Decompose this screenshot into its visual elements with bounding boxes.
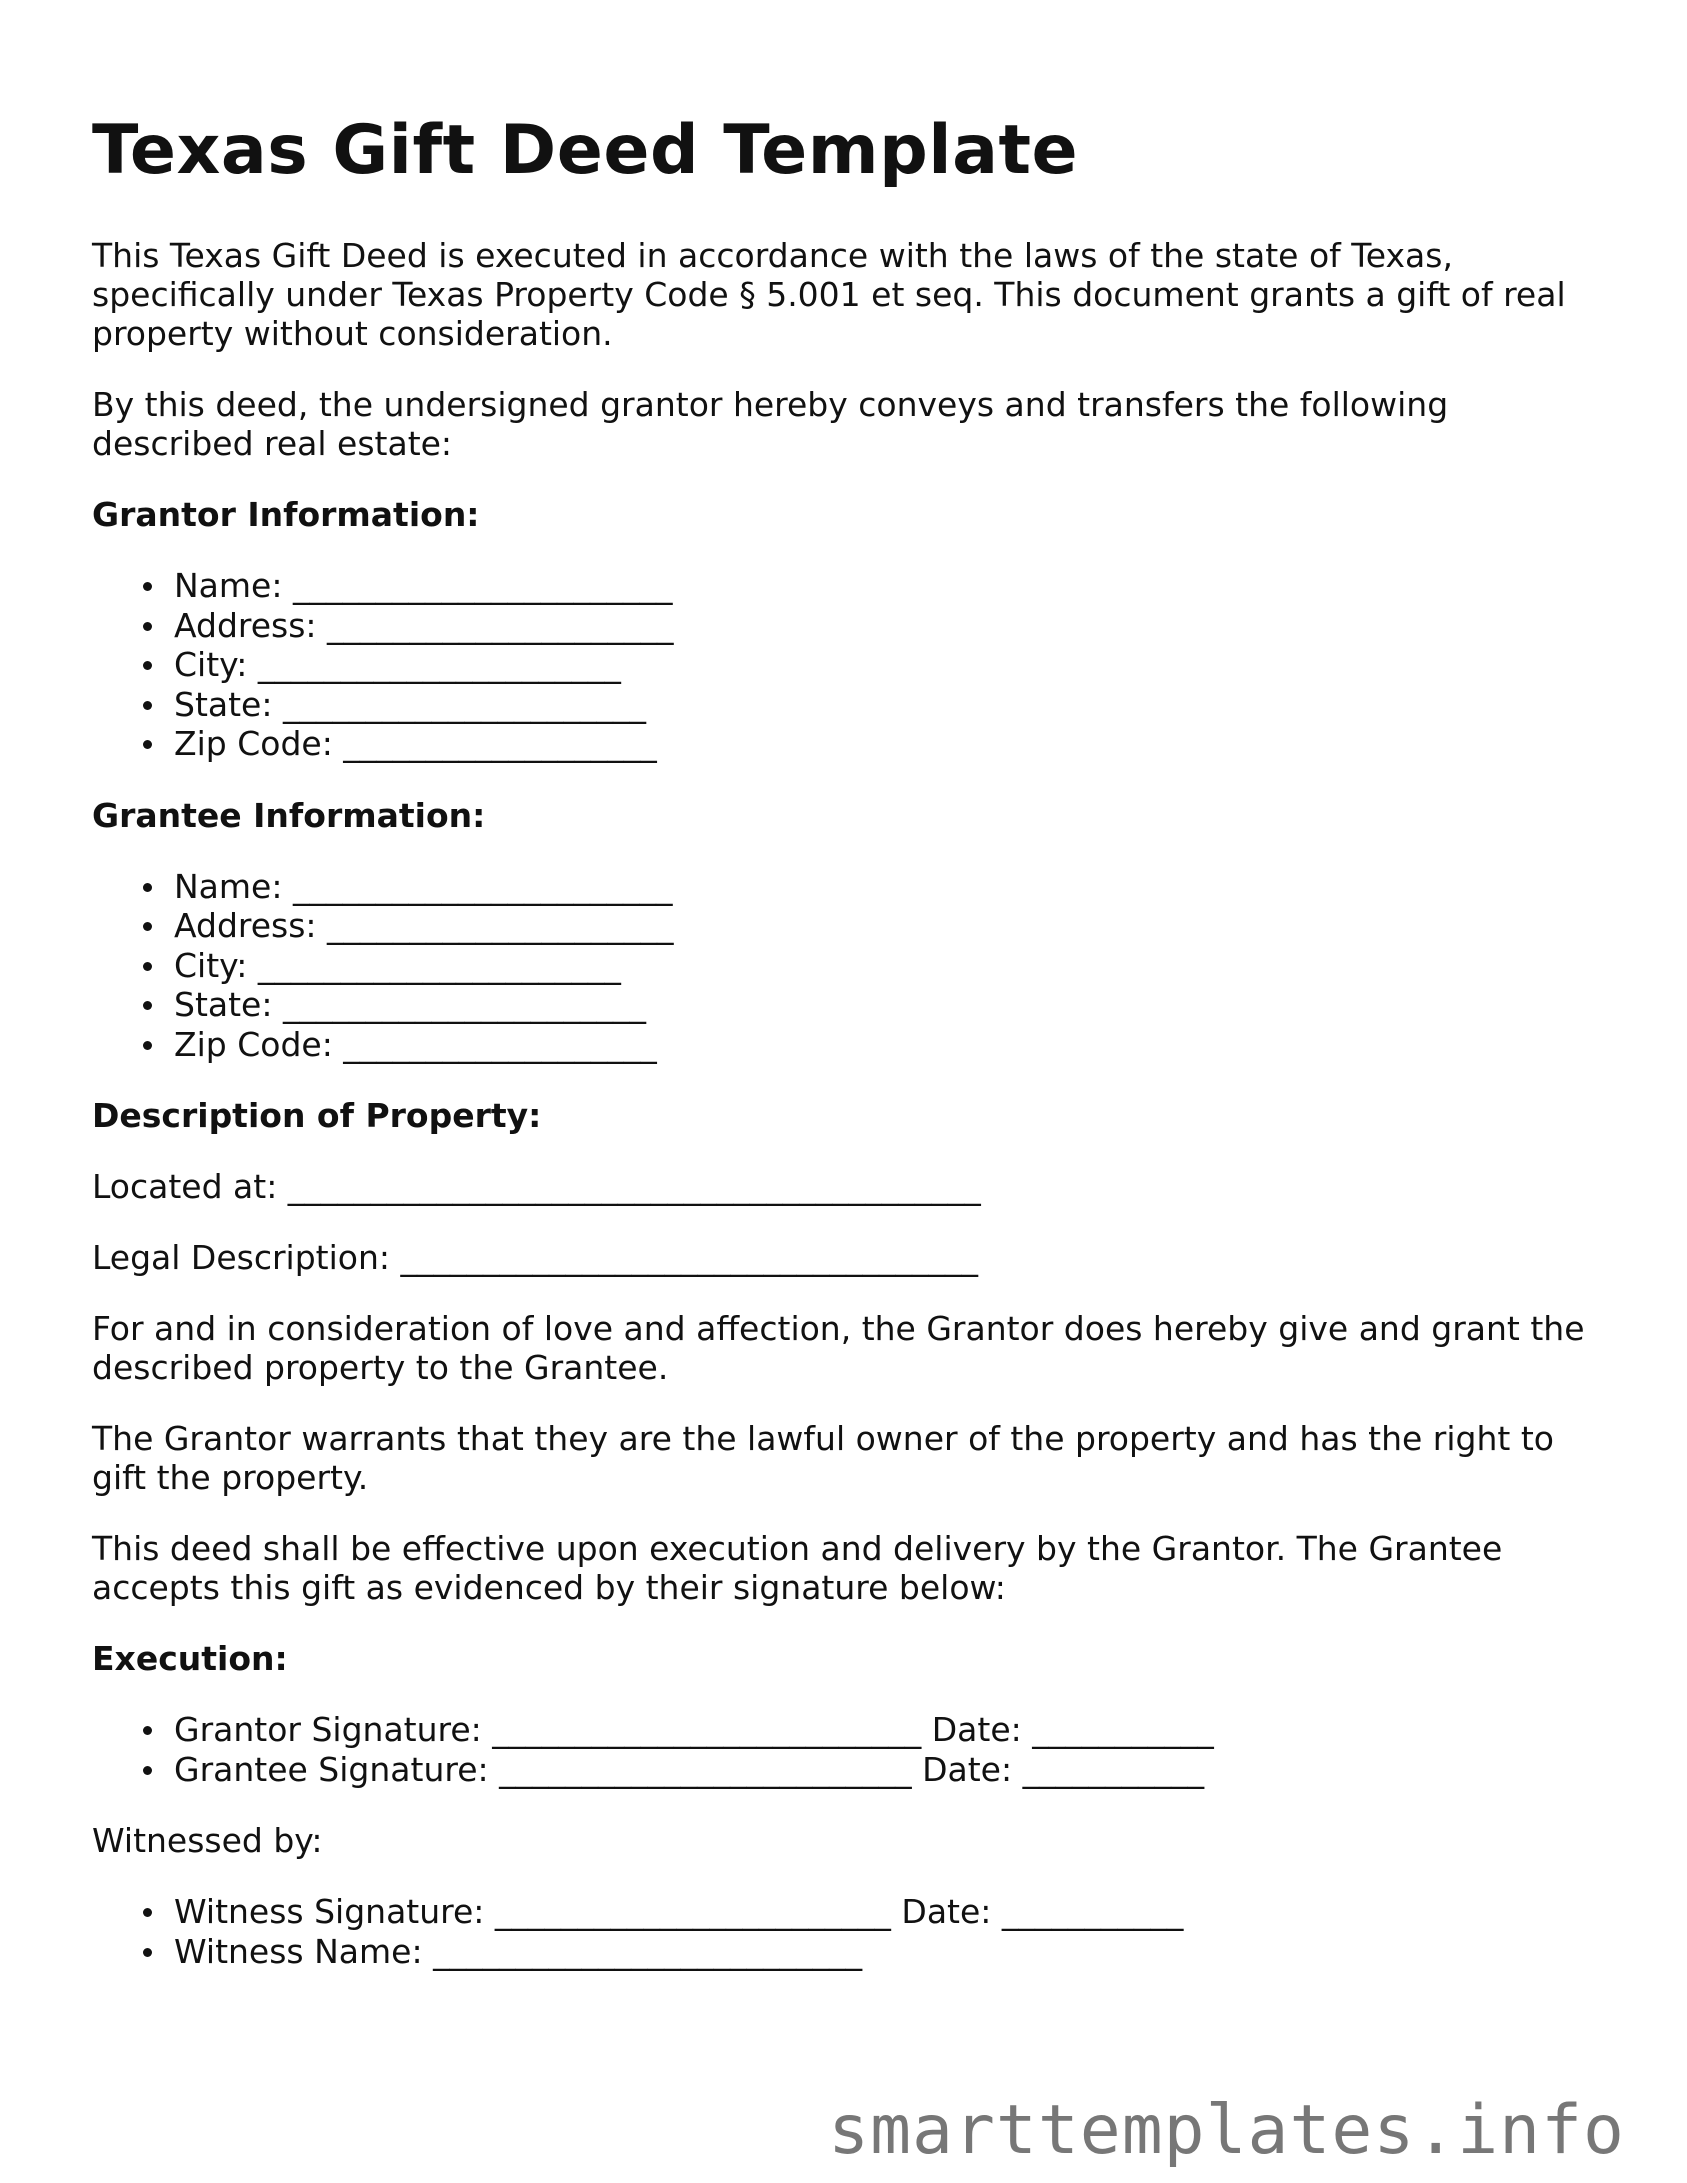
grantee-heading: Grantee Information:: [92, 795, 486, 835]
grantor-city-field: City: ______________________: [174, 645, 1612, 685]
grantee-fields: [92, 867, 1612, 1065]
execution-heading: Execution:: [92, 1639, 288, 1678]
grantor-heading: Grantor Information:: [92, 495, 480, 534]
grantee-city-field: City: ______________________: [174, 946, 1612, 986]
witness-lines: [92, 1892, 1612, 1971]
warranty-clause: The Grantor warrants that they are the lawful owner of the property and has the right to gift the property.: [92, 1419, 1554, 1497]
grantee-name-field: Name: _______________________: [174, 867, 1612, 907]
property-legal-description-field: Legal Description: ___________________________________: [92, 1238, 978, 1277]
intro-paragraph: This Texas Gift Deed is executed in accordance with the laws of the state of Texas, specifically under Texas Property Code § 5.001 et seq. This document grants a gift of real property without consideration.: [92, 236, 1566, 353]
grantee-signature-line: Grantee Signature: _________________________ Date: ___________: [174, 1750, 1612, 1790]
grantor-name-field: Name: _______________________: [174, 566, 1612, 606]
witness-name-line: Witness Name: __________________________: [174, 1932, 1612, 1972]
witness-signature-line: Witness Signature: ________________________ Date: ___________: [174, 1892, 1612, 1932]
consideration-clause: For and in consideration of love and affection, the Grantor does hereby give and grant the described property to the Grantee.: [92, 1309, 1585, 1387]
grantee-zip-field: Zip Code: ___________________: [174, 1025, 1612, 1065]
grantor-zip-field: Zip Code: ___________________: [174, 724, 1612, 764]
page-title: Texas Gift Deed Template: [92, 111, 1079, 190]
document-page: [92, 110, 1612, 2003]
grantee-address-field: Address: _____________________: [174, 906, 1612, 946]
conveyance-paragraph: By this deed, the undersigned grantor hereby conveys and transfers the following described real estate:: [92, 385, 1449, 463]
grantor-fields: [92, 566, 1612, 764]
effective-clause: This deed shall be effective upon execution and delivery by the Grantor. The Grantee accepts this gift as evidenced by their signature below:: [92, 1529, 1503, 1607]
grantor-address-field: Address: _____________________: [174, 606, 1612, 646]
watermark: smarttemplates.info: [828, 2091, 1625, 2170]
grantor-state-field: State: ______________________: [174, 685, 1612, 725]
execution-lines: [92, 1710, 1612, 1789]
property-heading: Description of Property:: [92, 1096, 542, 1135]
property-location-field: Located at: __________________________________________: [92, 1167, 981, 1206]
grantor-signature-line: Grantor Signature: __________________________ Date: ___________: [174, 1710, 1612, 1750]
grantee-state-field: State: ______________________: [174, 985, 1612, 1025]
witness-label: Witnessed by:: [92, 1821, 323, 1860]
